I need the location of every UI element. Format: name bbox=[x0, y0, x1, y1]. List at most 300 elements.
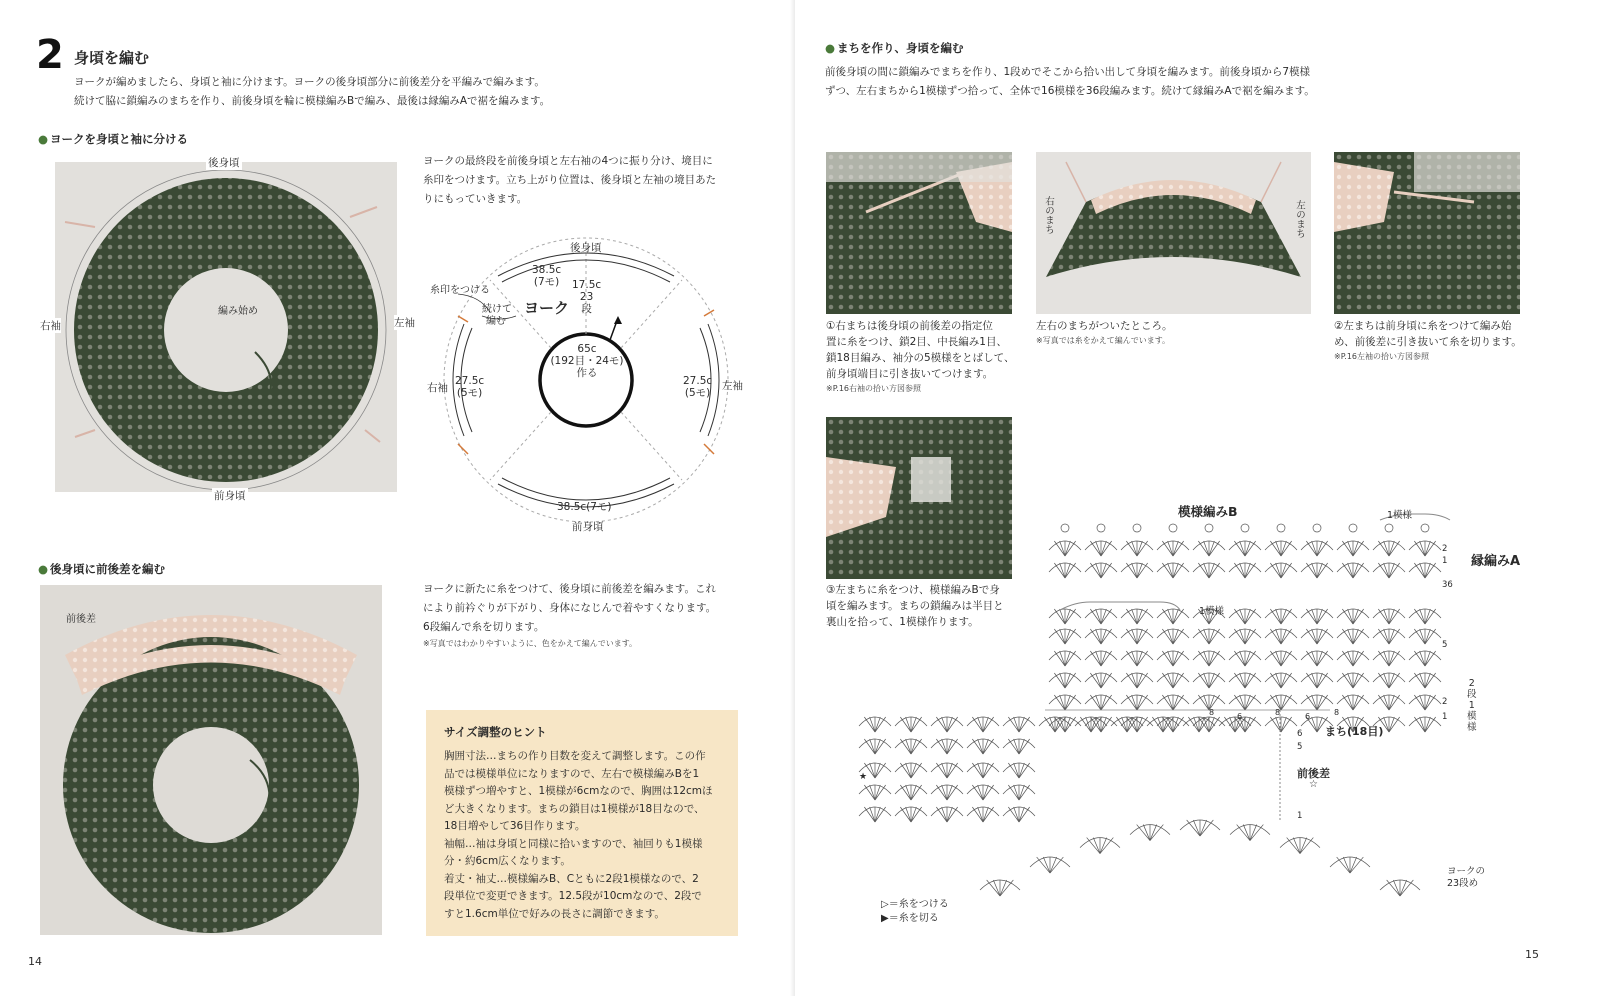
chart-stitch-line bbox=[1420, 651, 1425, 666]
chart-stitch-line bbox=[1317, 673, 1322, 688]
chart-stitch-line bbox=[1425, 563, 1430, 578]
caption-line: 鎖18目編み、袖分の5模様をとばして、 bbox=[826, 352, 1015, 364]
chart-stitch-line bbox=[864, 807, 875, 822]
chart-two-rows-one-repeat bbox=[1467, 678, 1477, 733]
chart-stitch-line bbox=[1101, 651, 1106, 666]
chart-stitch-line bbox=[1101, 673, 1112, 688]
chart-stitch-line bbox=[1342, 651, 1353, 666]
chart-stitch-line bbox=[1173, 629, 1178, 644]
chart-stitch-line bbox=[1306, 651, 1317, 666]
chart-stitch-line bbox=[1342, 695, 1353, 710]
chart-stitch-line bbox=[1060, 629, 1065, 644]
chart-stitch-picot bbox=[1313, 524, 1321, 532]
chart-stitch-line bbox=[1008, 717, 1019, 732]
chart-stitch-line bbox=[1348, 695, 1353, 710]
text-line: 6段編んで糸を切ります。 bbox=[423, 621, 545, 633]
chart-stitch-line bbox=[1245, 541, 1250, 556]
chart-stitch-line bbox=[1245, 563, 1250, 578]
chart-stitch-line bbox=[1420, 563, 1425, 578]
chart-stitch-picot bbox=[1133, 524, 1141, 532]
chart-stitch-line bbox=[947, 763, 958, 778]
chart-stitch-line bbox=[1209, 563, 1220, 578]
chart-stitch-line bbox=[1000, 880, 1007, 896]
chart-stitch-line bbox=[1389, 541, 1400, 556]
chart-stitch-line bbox=[1276, 651, 1281, 666]
subheading-make-gusset: ● まちを作り、身頃を編む bbox=[825, 40, 964, 56]
row-label: 6 bbox=[1297, 729, 1303, 739]
chart-stitch-line bbox=[1317, 563, 1328, 578]
chart-stitch-line bbox=[1008, 739, 1019, 754]
chart-stitch-line bbox=[1096, 673, 1101, 688]
chart-stitch-line bbox=[1209, 629, 1220, 644]
photo-front-back-diff bbox=[40, 585, 382, 935]
chart-stitch-line bbox=[1044, 717, 1055, 732]
chart-stitch-line bbox=[942, 807, 947, 822]
chart-stitch-line bbox=[1050, 857, 1057, 873]
chart-stitch-picot bbox=[1277, 524, 1285, 532]
chart-stitch-line bbox=[1054, 563, 1065, 578]
chart-stitch-line bbox=[1337, 857, 1350, 873]
vertical-char: 模 bbox=[1467, 711, 1477, 722]
chart-title-pattern-b: 模様編みB bbox=[1178, 504, 1238, 519]
chart-stitch-line bbox=[1237, 825, 1250, 841]
chart-stitch-line bbox=[1137, 609, 1142, 624]
chart-one-repeat-top: 1模様 bbox=[1387, 510, 1413, 521]
chart-stitch-line bbox=[1353, 673, 1358, 688]
chart-stitch-line bbox=[1096, 609, 1101, 624]
chart-stitch-line bbox=[1250, 825, 1257, 841]
chart-stitch-line bbox=[1425, 673, 1430, 688]
chart-stitch-line bbox=[1245, 695, 1256, 710]
chart-stitch-line bbox=[1101, 541, 1112, 556]
row-label: 36 bbox=[1442, 580, 1453, 590]
chart-stitch-line bbox=[1387, 880, 1400, 896]
gusset-intro bbox=[825, 63, 1565, 101]
photo1-label-right-sleeve: 右袖 bbox=[40, 320, 61, 332]
diagram-center-2: (192目・24モ) bbox=[550, 355, 624, 367]
chart-stitch-line bbox=[942, 785, 947, 800]
right-page bbox=[795, 0, 1600, 996]
chart-stitch-line bbox=[987, 880, 1000, 896]
chart-stitch-line bbox=[1173, 541, 1178, 556]
chart-stitch-line bbox=[1378, 695, 1389, 710]
chart-stitch-line bbox=[978, 717, 983, 732]
chart-stitch-line bbox=[1065, 695, 1070, 710]
chart-stitch-line bbox=[911, 807, 916, 822]
chart-stitch-line bbox=[1054, 695, 1065, 710]
chart-stitch-line bbox=[1043, 857, 1050, 873]
diagram-yoke-label: ヨーク bbox=[524, 299, 570, 317]
chart-stitch-line bbox=[1126, 541, 1137, 556]
chart-stitch-line bbox=[1293, 838, 1300, 854]
chart-stitch-line bbox=[1173, 609, 1178, 624]
chart-stitch-line bbox=[864, 739, 875, 754]
chart-stitch-line bbox=[1300, 838, 1307, 854]
chart-stitch-line bbox=[1008, 763, 1019, 778]
chart-stitch-picot bbox=[1205, 524, 1213, 532]
chart-stitch-line bbox=[1209, 541, 1214, 556]
chart-stitch-line bbox=[1209, 563, 1214, 578]
chart-stitch-line bbox=[1065, 717, 1076, 732]
chart-stitch-line bbox=[1276, 609, 1281, 624]
chart-stitch-line bbox=[978, 739, 983, 754]
chart-stitch-line bbox=[1162, 563, 1173, 578]
chart-stitch-line bbox=[1101, 651, 1112, 666]
chart-stitch-line bbox=[1353, 695, 1364, 710]
diagram-continue-1: 続けて bbox=[482, 304, 512, 315]
chart-stitch-line bbox=[947, 807, 952, 822]
chart-stitch-line bbox=[978, 763, 983, 778]
chart-stitch-line bbox=[1389, 695, 1400, 710]
chart-stitch-line bbox=[1425, 609, 1436, 624]
chart-stitch-line bbox=[1019, 785, 1024, 800]
chart-stitch-line bbox=[1060, 695, 1065, 710]
chart-stitch-line bbox=[983, 717, 994, 732]
chart-stitch-line bbox=[1137, 541, 1148, 556]
chart-stitch-line bbox=[942, 763, 947, 778]
chart-stitch-line bbox=[978, 785, 983, 800]
diagram-bottom-segment: 38.5c(7モ) bbox=[557, 501, 612, 513]
chart-stitch-line bbox=[875, 807, 880, 822]
chart-stitch-line bbox=[1389, 717, 1400, 732]
chart-stitch-line bbox=[1270, 609, 1281, 624]
chart-stitch-line bbox=[947, 785, 952, 800]
chart-stitch-line bbox=[1008, 785, 1019, 800]
chart-stitch-line bbox=[1168, 673, 1173, 688]
photo1-label-left-sleeve: 左袖 bbox=[394, 317, 415, 329]
chart-stitch-line bbox=[1312, 563, 1317, 578]
chart-stitch-line bbox=[1281, 673, 1286, 688]
chart-stitch-line bbox=[1343, 857, 1350, 873]
chart-stitch-line bbox=[1353, 541, 1364, 556]
photo-right-gusset bbox=[826, 152, 1012, 314]
text-line: 糸印をつけます。立ち上がり位置は、後身頃と左袖の境目あた bbox=[423, 174, 717, 186]
caption-line: ②左まちは前身頃に糸をつけて編み始 bbox=[1334, 320, 1512, 332]
chart-stitch-line bbox=[1065, 695, 1076, 710]
chart-stitch-line bbox=[1096, 695, 1101, 710]
photo-both-gussets-image bbox=[1036, 152, 1311, 314]
diagram-top-segment bbox=[532, 264, 561, 288]
chart-stitch-line bbox=[1240, 673, 1245, 688]
chart-stitch-line bbox=[1414, 541, 1425, 556]
chart-stitch-line bbox=[900, 739, 911, 754]
chart-stitch-line bbox=[1281, 673, 1292, 688]
chart-edge-a: 縁編みA bbox=[1471, 554, 1521, 569]
chart-stitch-line bbox=[1420, 673, 1425, 688]
chart-stitch-line bbox=[1162, 695, 1173, 710]
chart-stitch-line bbox=[983, 763, 994, 778]
chart-stitch-line bbox=[1312, 673, 1317, 688]
chart-stitch-line bbox=[1276, 563, 1281, 578]
chart-stitch-line bbox=[1353, 563, 1364, 578]
chart-stitch-line bbox=[1126, 563, 1137, 578]
chart-stitch-line bbox=[1276, 673, 1281, 688]
chart-stitch-line bbox=[906, 807, 911, 822]
chart-stitch-line bbox=[1384, 541, 1389, 556]
chart-stitch-line bbox=[1090, 629, 1101, 644]
chart-stitch-line bbox=[1101, 609, 1106, 624]
chart-stitch-line bbox=[1384, 609, 1389, 624]
chart-stitch-line bbox=[875, 785, 880, 800]
chart-stitch-line bbox=[1014, 807, 1019, 822]
chart-stitch-line bbox=[906, 739, 911, 754]
chart-stitch-line bbox=[1187, 820, 1200, 836]
chart-stitch-line bbox=[983, 785, 994, 800]
chart-stitch-line bbox=[1378, 651, 1389, 666]
chart-stitch-line bbox=[1414, 563, 1425, 578]
chart-stitch-line bbox=[1317, 629, 1322, 644]
chart-stitch-line bbox=[1281, 541, 1292, 556]
size-hint-box bbox=[426, 710, 738, 936]
text-line: により前衿ぐりが下がり、身体になじんで着やすくなります。 bbox=[423, 602, 717, 614]
chart-stitch-line bbox=[1116, 717, 1127, 732]
diagram-center-3: 作る bbox=[576, 367, 598, 379]
front-back-diff-text bbox=[423, 580, 763, 650]
chart-stitch-line bbox=[1204, 563, 1209, 578]
diagram-back: 後身頃 bbox=[570, 242, 602, 254]
chart-stitch-line bbox=[1173, 651, 1184, 666]
chart-stitch-line bbox=[1378, 629, 1389, 644]
size-hint-body bbox=[444, 748, 713, 923]
caption-note: ※P.16右袖の拾い方図参照 bbox=[826, 384, 922, 393]
chart-stitch-line bbox=[1384, 673, 1389, 688]
chart-stitch-line bbox=[1204, 629, 1209, 644]
chart-stitch-line bbox=[936, 763, 947, 778]
chart-stitch-line bbox=[1400, 880, 1407, 896]
caption-step-2 bbox=[1036, 318, 1296, 347]
chart-stitch-line bbox=[1173, 695, 1184, 710]
chart-stitch-line bbox=[1384, 563, 1389, 578]
chart-stitch-line bbox=[1224, 717, 1235, 732]
chart-stitch-line bbox=[875, 717, 880, 732]
chart-stitch-line bbox=[875, 717, 886, 732]
diagram-left-seg-1: 27.5c bbox=[455, 375, 485, 387]
chart-stitch-line bbox=[947, 739, 952, 754]
chart-stitch-line bbox=[1019, 807, 1030, 822]
chart-stitch-line bbox=[1348, 609, 1353, 624]
chart-stitch-line bbox=[1245, 541, 1256, 556]
chart-stitch-line bbox=[1420, 541, 1425, 556]
chart-star-left: ★ bbox=[859, 772, 868, 782]
chart-stitch-line bbox=[1065, 541, 1076, 556]
chart-stitch-line bbox=[1126, 695, 1137, 710]
photo1-label-back: 後身頃 bbox=[208, 157, 240, 169]
chart-stitch-line bbox=[1317, 651, 1328, 666]
intro-line: 前後身頃の間に鎖編みでまちを作り、1段めでそこから拾い出して身頃を編みます。前後身頃から7模様 bbox=[825, 66, 1311, 78]
chart-stitch-line bbox=[1204, 673, 1209, 688]
chart-stitch-line bbox=[1060, 563, 1065, 578]
chart-stitch-line bbox=[875, 739, 886, 754]
chart-stitch-line bbox=[1348, 563, 1353, 578]
chart-stitch-line bbox=[1101, 673, 1106, 688]
chart-stitch-line bbox=[906, 785, 911, 800]
chart-stitch-line bbox=[1137, 825, 1150, 841]
diagram-rows-1: 17.5c bbox=[572, 279, 602, 291]
label-left-gusset: 左のまち bbox=[1294, 200, 1305, 238]
chart-stitch-line bbox=[1378, 609, 1389, 624]
chart-stitch-line bbox=[1306, 673, 1317, 688]
chart-stitch-line bbox=[1306, 695, 1317, 710]
chart-stitch-line bbox=[1317, 673, 1328, 688]
chart-stitch-line bbox=[1065, 629, 1070, 644]
chart-stitch-line bbox=[1054, 651, 1065, 666]
chart-stitch-line bbox=[1245, 563, 1256, 578]
chart-stitch-line bbox=[1384, 651, 1389, 666]
caption-step-1 bbox=[826, 318, 1026, 395]
chart-stitch-line bbox=[1414, 673, 1425, 688]
chart-stitch-line bbox=[1317, 695, 1322, 710]
chart-stitch-line bbox=[911, 763, 916, 778]
chart-stitch-line bbox=[911, 785, 916, 800]
chart-stitch-line bbox=[1101, 629, 1112, 644]
chart-stitch-line bbox=[1287, 838, 1300, 854]
photo-front-back-diff-image bbox=[40, 585, 382, 935]
vertical-char: 2 bbox=[1468, 678, 1475, 689]
intro-line: ヨークが編めましたら、身頃と袖に分けます。ヨークの後身頃部分に前後差分を平編みで編みます。 bbox=[74, 76, 545, 88]
chart-stitch-line bbox=[1093, 838, 1100, 854]
chart-stitch-picot bbox=[1349, 524, 1357, 532]
chart-stitch-line bbox=[1096, 541, 1101, 556]
chart-stitch-line bbox=[1312, 717, 1317, 732]
diagram-center-1: 65c bbox=[577, 343, 597, 355]
chart-stitch-line bbox=[1234, 651, 1245, 666]
chart-stitch-line bbox=[1200, 820, 1207, 836]
chart-stitch-line bbox=[1209, 541, 1220, 556]
chart-stitch-line bbox=[947, 739, 958, 754]
chart-stitch-line bbox=[870, 739, 875, 754]
diagram-continue bbox=[482, 304, 512, 328]
chart-stitch-line bbox=[972, 763, 983, 778]
row-label: 1 bbox=[1297, 811, 1303, 821]
chart-stitch-line bbox=[1414, 629, 1425, 644]
caption-line: 裏山を拾って、1模様作ります。 bbox=[826, 616, 979, 628]
chart-stitch-line bbox=[1250, 825, 1263, 841]
chart-stitch-line bbox=[1234, 541, 1245, 556]
chart-stitch-line bbox=[1137, 563, 1148, 578]
chart-stitch-line bbox=[1353, 651, 1364, 666]
chart-stitch-line bbox=[1240, 609, 1245, 624]
diagram-front: 前身頃 bbox=[572, 521, 604, 533]
photo-right-gusset-image bbox=[826, 152, 1012, 314]
chart-stitch-line bbox=[911, 739, 916, 754]
chart-stitch-line bbox=[1270, 541, 1281, 556]
chart-stitch-line bbox=[1240, 651, 1245, 666]
chart-stitch-line bbox=[1393, 880, 1400, 896]
hint-line: 袖幅…袖は身頃と同様に拾いますので、袖回りも1模様 bbox=[444, 837, 703, 850]
chart-yoke-end bbox=[1447, 866, 1485, 890]
chart-stitch-line bbox=[1389, 651, 1394, 666]
chart-stitch-line bbox=[1188, 717, 1199, 732]
chart-stitch-line bbox=[936, 807, 947, 822]
caption-note: ※写真では糸をかえて編んでいます。 bbox=[1036, 336, 1171, 345]
chart-stitch-line bbox=[1080, 717, 1091, 732]
chart-stitch-line bbox=[1101, 717, 1112, 732]
chart-stitch-line bbox=[875, 739, 880, 754]
page-number-left: 14 bbox=[28, 955, 42, 968]
diagram-left-seg-2: (5モ) bbox=[456, 387, 483, 399]
page-number-right: 15 bbox=[1525, 948, 1539, 961]
chart-stitch-line bbox=[1065, 563, 1076, 578]
text-line: ヨークに新たに糸をつけて、後身頃に前後差を編みます。これ bbox=[423, 583, 716, 595]
chart-stitch-line bbox=[900, 785, 911, 800]
chart-stitch-line bbox=[1014, 739, 1019, 754]
row-label: 1 bbox=[1442, 712, 1448, 722]
chart-stitch-line bbox=[1389, 673, 1394, 688]
chart-stitch-line bbox=[1173, 563, 1184, 578]
chart-stitch-line bbox=[1353, 609, 1358, 624]
chart-stitch-line bbox=[1389, 629, 1394, 644]
chart-stitch-line bbox=[1245, 651, 1256, 666]
chart-stitch-line bbox=[900, 807, 911, 822]
chart-stitch-line bbox=[911, 785, 922, 800]
chart-stitch-line bbox=[1126, 609, 1137, 624]
caption-line: 左右のまちがついたところ。 bbox=[1036, 320, 1173, 332]
chart-front-back-diff: 前後差 bbox=[1297, 767, 1330, 780]
chart-stitch-line bbox=[1101, 541, 1106, 556]
subheading-front-back-diff: ● 後身頃に前後差を編む bbox=[38, 561, 165, 577]
chart-stitch-line bbox=[1384, 717, 1389, 732]
chart-stitch-line bbox=[875, 763, 886, 778]
chart-stitch-line bbox=[1425, 563, 1436, 578]
chart-stitch-line bbox=[1126, 651, 1137, 666]
chart-stitch-line bbox=[1245, 695, 1250, 710]
chart-stitch-line bbox=[1425, 609, 1430, 624]
chart-stitch-line bbox=[1173, 695, 1178, 710]
chart-stitch-line bbox=[1126, 629, 1137, 644]
chart-stitch-line bbox=[1348, 651, 1353, 666]
chart-stitch-line bbox=[1132, 609, 1137, 624]
chart-stitch-picot bbox=[1241, 524, 1249, 532]
chart-stitch-line bbox=[1143, 825, 1150, 841]
chart-stitch-line bbox=[1281, 651, 1286, 666]
subheading-divide-yoke: ● ヨークを身頃と袖に分ける bbox=[38, 131, 188, 147]
caption-line: 頃を編みます。まちの鎖編みは半目と bbox=[826, 600, 1004, 612]
chart-stitch-line bbox=[1400, 880, 1413, 896]
chart-stitch-line bbox=[1209, 651, 1220, 666]
intro-line: 続けて脇に鎖編みのまちを作り、前後身頃を輪に模様編みBで編み、最後は縁編みAで裾を編みます。 bbox=[74, 95, 551, 107]
chart-stitch-line bbox=[1348, 541, 1353, 556]
chart-stitch-line bbox=[1281, 541, 1286, 556]
chart-stitch-line bbox=[1384, 629, 1389, 644]
chart-stitch-line bbox=[1100, 838, 1113, 854]
vertical-char: 様 bbox=[1467, 722, 1477, 733]
chart-stitch-line bbox=[864, 717, 875, 732]
diagram-continue-2: 編む bbox=[486, 316, 506, 327]
chart-stitch-line bbox=[1281, 609, 1292, 624]
chart-stitch-line bbox=[1137, 717, 1148, 732]
chart-stitch-line bbox=[1132, 629, 1137, 644]
diagram-rows bbox=[572, 279, 601, 315]
chart-stitch-line bbox=[1276, 629, 1281, 644]
chart-stitch-line bbox=[911, 717, 922, 732]
chart-stitch-line bbox=[1306, 609, 1317, 624]
chart-stitch-line bbox=[1234, 629, 1245, 644]
chart-stitch-line bbox=[1281, 563, 1292, 578]
chart-stitch-line bbox=[972, 807, 983, 822]
chart-stitch-line bbox=[1389, 651, 1400, 666]
chart-stitch-line bbox=[911, 739, 922, 754]
chart-stitch-line bbox=[1240, 563, 1245, 578]
chart-stitch-line bbox=[1198, 541, 1209, 556]
chart-stitch-line bbox=[1350, 857, 1363, 873]
chart-stitch-line bbox=[1234, 609, 1245, 624]
chart-stitch-line bbox=[1168, 629, 1173, 644]
chart-stitch-line bbox=[947, 785, 958, 800]
caption-note: ※P.16左袖の拾い方図参照 bbox=[1334, 352, 1430, 361]
chart-stitch-line bbox=[1317, 717, 1322, 732]
chart-stitch-line bbox=[1281, 695, 1286, 710]
chart-stitch-line bbox=[1425, 541, 1436, 556]
